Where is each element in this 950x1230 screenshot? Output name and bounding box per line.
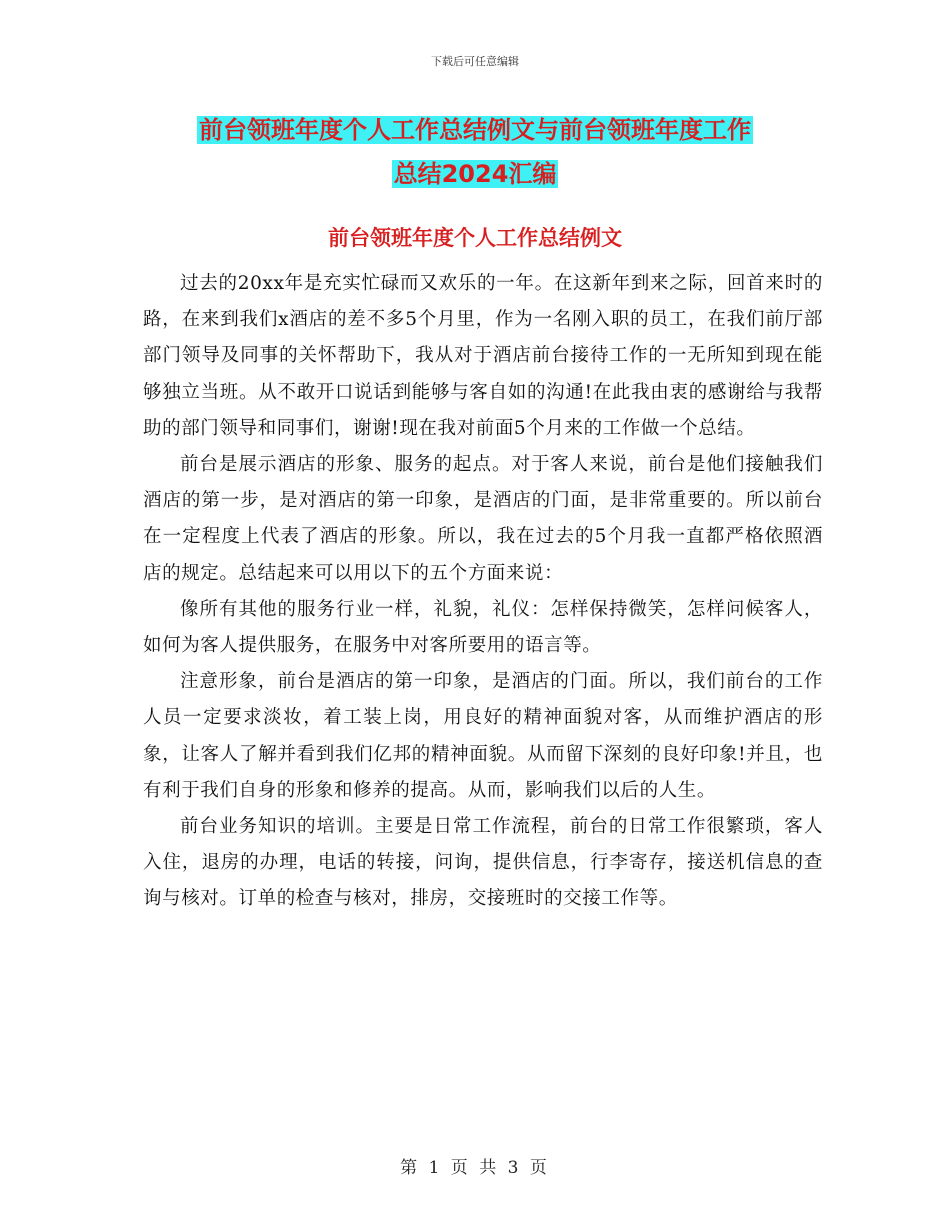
main-title-line-1 bbox=[0, 113, 950, 147]
paragraph: 注意形象，前台是酒店的第一印象，是酒店的门面。所以，我们前台的工作人员一定要求淡妆，着工装上岗，用良好的精神面貌对客，从而维护酒店的形象，让客人了解并看到我们亿邦的精神面貌。从而留下深刻的良好印象!并且，也有利于我们自身的形象和修养的提高。从而，影响我们以后的人生。 bbox=[143, 671, 823, 801]
paragraph: 像所有其他的服务行业一样，礼貌，礼仪：怎样保持微笑，怎样问候客人，如何为客人提供服务，在服务中对客所要用的语言等。 bbox=[143, 598, 823, 657]
header-note: 下载后可任意编辑 bbox=[431, 55, 519, 68]
section-title: 前台领班年度个人工作总结例文 bbox=[328, 226, 622, 250]
main-title-line-2 bbox=[0, 157, 950, 191]
document-body bbox=[143, 266, 823, 918]
paragraph: 过去的20xx年是充实忙碌而又欢乐的一年。在这新年到来之际，回首来时的路，在来到我们x酒店的差不多5个月里，作为一名刚入职的员工，在我们前厅部部门领导及同事的关怀帮助下，我从对于酒店前台接待工作的一无所知到现在能够独立当班。从不敢开口说话到能够与客自如的沟通!在此我由衷的感谢给与我帮助的部门领导和同事们，谢谢!现在我对前面5个月来的工作做一个总结。 bbox=[143, 273, 823, 439]
main-title-line-1-text: 前台领班年度个人工作总结例文与前台领班年度工作 bbox=[199, 116, 751, 144]
paragraph: 前台业务知识的培训。主要是日常工作流程，前台的日常工作很繁琐，客人入住，退房的办理，电话的转接，问询，提供信息，行李寄存，接送机信息的查询与核对。订单的检查与核对，排房，交接班时的交接工作等。 bbox=[143, 816, 823, 910]
main-title-line-2-text: 总结2024汇编 bbox=[393, 160, 557, 188]
paragraph: 前台是展示酒店的形象、服务的起点。对于客人来说，前台是他们接触我们酒店的第一步，是对酒店的第一印象，是酒店的门面，是非常重要的。所以前台在一定程度上代表了酒店的形象。所以，我在过去的5个月我一直都严格依照酒店的规定。总结起来可以用以下的五个方面来说： bbox=[143, 454, 823, 584]
page-footer: 第 1 页 共 3 页 bbox=[400, 1158, 550, 1178]
